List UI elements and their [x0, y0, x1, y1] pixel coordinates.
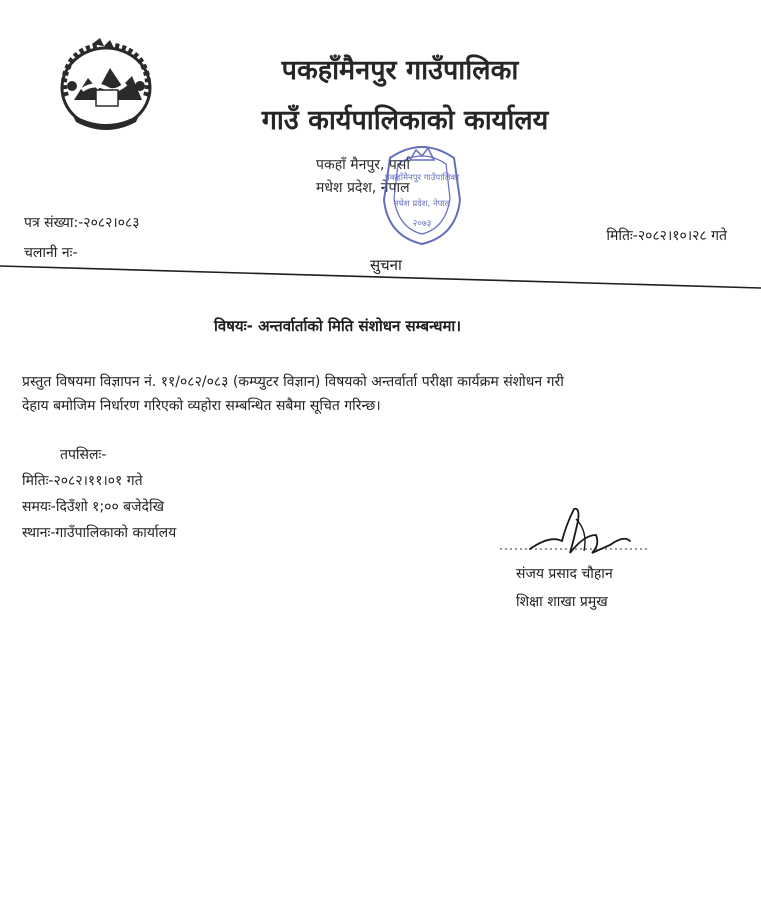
organization-name: पकहाँमैनपुर गाउँपालिका [281, 55, 519, 86]
signatory-block [516, 560, 613, 616]
office-seal-stamp [376, 140, 468, 248]
seal-year: २०७३ [412, 219, 432, 229]
address-line-1: पकहाँ मैनपुर, पर्सा [316, 157, 410, 173]
details-time: समयः-दिउँशो १;०० बजेदेखि [22, 499, 165, 515]
office-name: गाउँ कार्यपालिकाको कार्यालय [261, 105, 549, 136]
body-paragraph [22, 370, 734, 418]
notice-label: सुचना [370, 256, 402, 274]
seal-text-line-2: मधेश प्रदेश, नेपाल [393, 199, 451, 209]
dispatch-number: चलानी नः- [24, 245, 78, 261]
details-heading: तपसिलः- [60, 447, 107, 463]
subject-line: विषयः- अन्तर्वार्ताको मिति संशोधन सम्बन्धमा। [214, 317, 462, 335]
emblem-logo [52, 38, 160, 132]
details-date: मितिः-२०८२।११।०१ गते [22, 473, 143, 489]
address-line-2: मधेश प्रदेश, नेपाल [316, 180, 410, 196]
signatory-name: संजय प्रसाद चौहान [516, 566, 613, 582]
letter-meta [24, 208, 140, 268]
details-place: स्थानः-गाउँपालिकाको कार्यालय [22, 525, 177, 541]
handwritten-signature [500, 505, 660, 565]
signatory-title: शिक्षा शाखा प्रमुख [516, 594, 608, 610]
header-divider [0, 262, 761, 292]
seal-text-line-1: पकहाँमैनपुर गाउँपालिका [384, 173, 460, 183]
letter-date: मितिः-२०८२।१०।२८ गते [606, 228, 727, 244]
body-line-1: प्रस्तुत विषयमा विज्ञापन नं. ११/०८२/०८३ (कम्प्युटर विज्ञान) विषयको अन्तर्वार्ता परीक्षा कार्यक्रम संशोधन गरी [22, 374, 564, 390]
body-line-2: देहाय बमोजिम निर्धारण गरिएको व्यहोरा सम्बन्धित सबैमा सूचित गरिन्छ। [22, 398, 381, 414]
details-list [22, 442, 176, 546]
letter-number: पत्र संख्या:-२०८२।०८३ [24, 215, 140, 231]
